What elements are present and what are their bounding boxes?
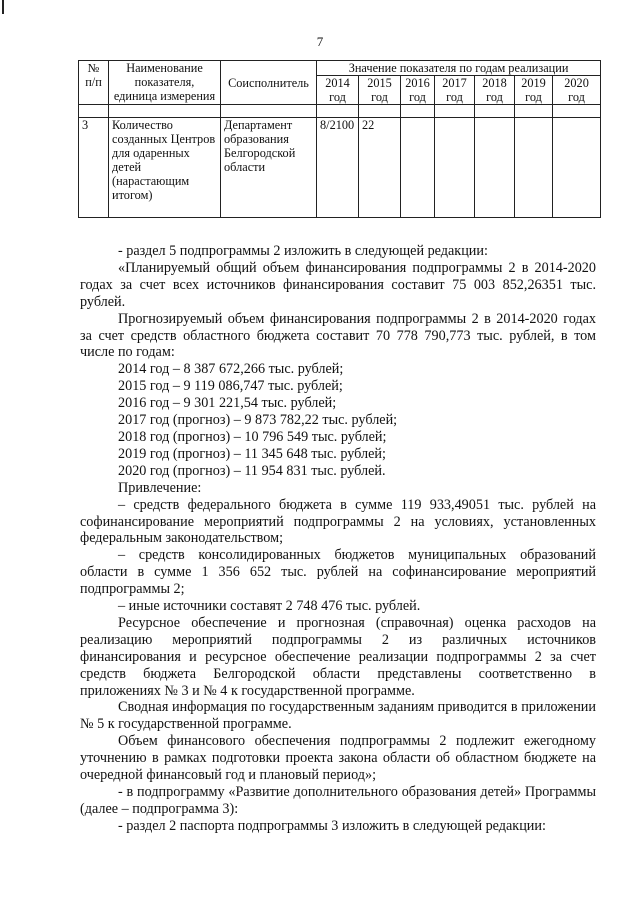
table-spacer-row — [79, 105, 601, 118]
header-name: Наименование показателя, единица измерения — [109, 61, 221, 105]
table-header — [79, 61, 601, 105]
document-body — [80, 243, 596, 835]
header-coexecutor: Соисполнитель — [221, 61, 317, 105]
body-paragraph: Ресурсное обеспечение и прогнозная (справочная) оценка расходов на реализацию мероприятий подпрограммы 2 из различных источников финансирования и ресурсное обеспечение реализации подпрограммы 2 за счет средств бюджета Белгородской области представлены соответственно в приложениях № 3 и № 4 к государственной программе. — [80, 614, 596, 699]
header-values-group: Значение показателя по годам реализации — [317, 61, 601, 76]
body-paragraph: «Планируемый общий объем финансирования подпрограммы 2 в 2014-2020 годах за счет всех источников финансирования составит 75 003 852,26351 тыс. рублей. — [80, 259, 596, 310]
header-year-2014: 2014 год — [317, 76, 359, 105]
row-coexecutor: Департамент образования Белгородской области — [221, 118, 317, 218]
body-paragraph: 2018 год (прогноз) – 10 796 549 тыс. рублей; — [118, 428, 387, 445]
body-paragraph: Прогнозируемый объем финансирования подпрограммы 2 в 2014-2020 годах за счет средств областного бюджета составит 70 778 790,773 тыс. рублей, в том числе по годам: — [80, 310, 596, 361]
body-paragraph: - в подпрограмму «Развитие дополнительного образования детей» Программы (далее – подпрограмма 3): — [80, 784, 596, 817]
header-year-2017: 2017 год — [435, 76, 475, 105]
header-num: № п/п — [79, 61, 109, 105]
row-value-2018 — [475, 118, 515, 218]
indicators-table — [78, 60, 601, 218]
row-value-2019 — [515, 118, 553, 218]
body-paragraph: 2017 год (прогноз) – 9 873 782,22 тыс. рублей; — [118, 412, 398, 429]
page-edge-mark — [2, 0, 4, 14]
header-year-2018: 2018 год — [475, 76, 515, 105]
body-paragraph: Объем финансового обеспечения подпрограммы 2 подлежит ежегодному уточнению в рамках подготовки проекта закона области об областном бюджете на очередной финансовый год и плановый период»; — [80, 733, 596, 784]
body-paragraph: 2016 год – 9 301 221,54 тыс. рублей; — [118, 395, 337, 412]
row-value-2020 — [553, 118, 601, 218]
row-value-2017 — [435, 118, 475, 218]
page-number: 7 — [316, 34, 324, 49]
body-paragraph: Сводная информация по государственным заданиям приводится в приложении № 5 к государственной программе. — [80, 699, 596, 733]
body-paragraph: - раздел 5 подпрограммы 2 изложить в следующей редакции: — [118, 243, 488, 259]
body-paragraph: – средств консолидированных бюджетов муниципальных образований области в сумме 1 356 652 тыс. рублей на софинансирование мероприятий подпрограммы 2; — [80, 547, 596, 598]
body-paragraph: – иные источники составят 2 748 476 тыс. рублей. — [118, 598, 421, 615]
row-name: Количество созданных Центров для одаренных детей (нарастающим итогом) — [109, 118, 221, 218]
header-year-2019: 2019 год — [515, 76, 553, 105]
row-num: 3 — [79, 118, 109, 218]
body-paragraph: - раздел 2 паспорта подпрограммы 3 изложить в следующей редакции: — [118, 817, 546, 834]
body-paragraph: Привлечение: — [118, 479, 202, 496]
row-value-2016 — [401, 118, 435, 218]
body-paragraph: – средств федерального бюджета в сумме 119 933,49051 тыс. рублей на софинансирование мероприятий подпрограммы 2 на условиях, установленных федеральным законодательством; — [80, 496, 596, 547]
header-year-2016: 2016 год — [401, 76, 435, 105]
body-paragraph: 2020 год (прогноз) – 11 954 831 тыс. рублей. — [118, 462, 386, 479]
header-year-2015: 2015 год — [359, 76, 401, 105]
row-value-2015: 22 — [359, 118, 401, 218]
row-value-2014: 8/2100 — [317, 118, 359, 218]
body-paragraph: 2015 год – 9 119 086,747 тыс. рублей; — [118, 378, 343, 395]
table-row — [79, 118, 601, 218]
header-year-2020: 2020 год — [553, 76, 601, 105]
body-paragraph: 2019 год (прогноз) – 11 345 648 тыс. рублей; — [118, 445, 386, 462]
body-paragraph: 2014 год – 8 387 672,266 тыс. рублей; — [118, 361, 344, 378]
